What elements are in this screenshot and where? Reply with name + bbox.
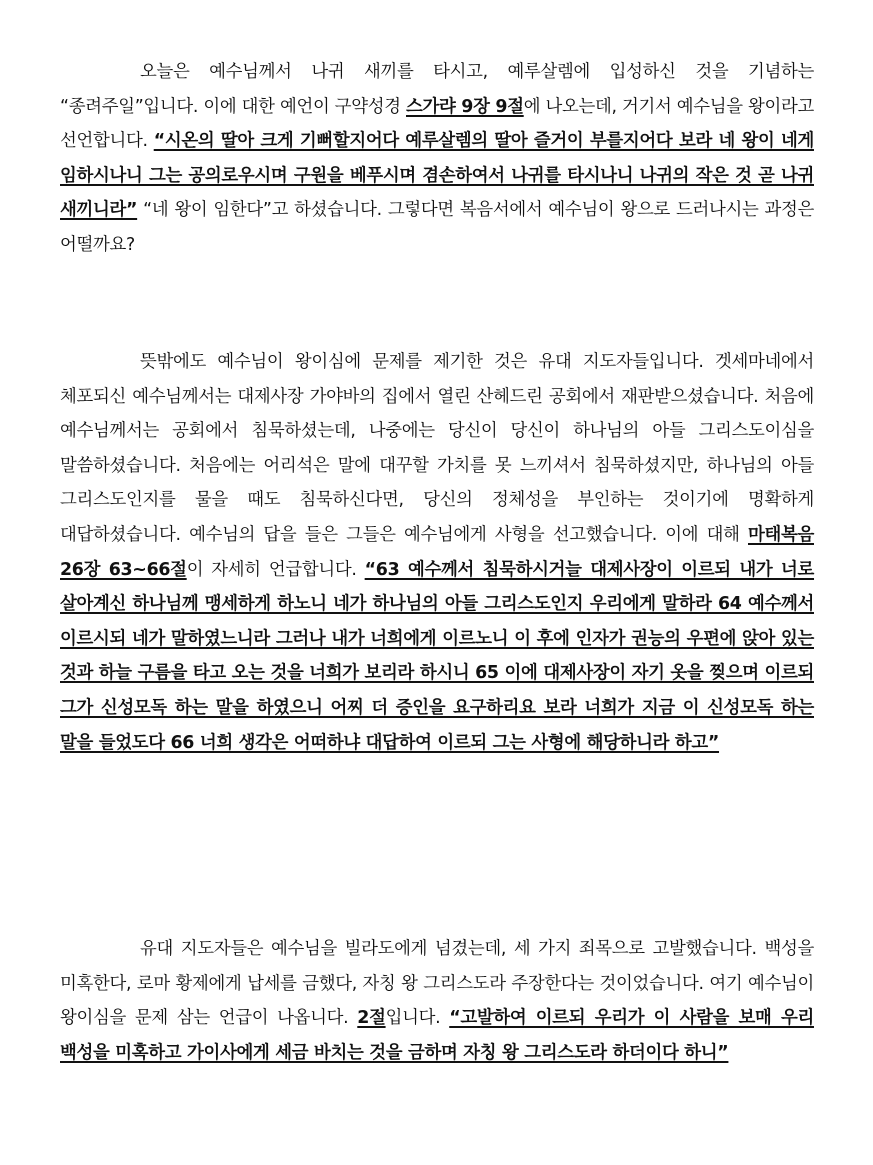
paragraph-sanhedrin-trial [60, 345, 814, 760]
scripture-reference: 2절 [357, 1008, 386, 1029]
scripture-quote: “고발하여 이르되 우리가 이 사람을 보매 우리 백성을 미혹하고 가이사에게 세금 바치는 것을 금하며 자칭 왕 그리스도라 하더이다 하니” [60, 1008, 814, 1063]
paragraph-palm-sunday [60, 55, 814, 263]
scripture-quote: “시온의 딸아 크게 기뻐할지어다 예루살렘의 딸아 즐거이 부를지어다 보라 네 왕이 네게 임하시나니 그는 공의로우시며 구원을 베푸시며 겸손하여서 나귀를 타시나니 나귀의 작은 것 곧 나귀 새끼니라” [60, 131, 814, 221]
text-run: “네 왕이 임한다”고 하셨습니다. 그렇다면 복음서에서 예수님이 왕으로 드러나시는 과정은 어떨까요? [60, 200, 814, 255]
text-run: 유대 지도자들은 예수님을 빌라도에게 넘겼는데, 세 가지 죄목으로 고발했습니다. 백성을 미혹한다, 로마 황제에게 납세를 금했다, 자칭 왕 그리스도라 주장한다는 것이었습니다. 여기 예수님이 왕이심을 문제 삼는 언급이 나옵니다. [60, 939, 814, 1029]
text-run: 오늘은 예수님께서 나귀 새끼를 타시고, 예루살렘에 입성하신 것을 기념하는 “종려주일”입니다. 이에 대한 예언이 구약성경 [60, 62, 814, 117]
paragraph-pilate-accusation [60, 932, 814, 1070]
scripture-quote: “63 예수께서 침묵하시거늘 대제사장이 이르되 내가 너로 살아계신 하나님께 맹세하게 하노니 네가 하나님의 아들 그리스도인지 우리에게 말하라 64 예수께서 이르시되 네가 말하였느니라 그러나 내가 너희에게 이르노니 이 후에 인자가 권능의 우편에 앉아 있는 것과 하늘 구름을 타고 오는 것을 너희가 보리라 하시니 65 이에 대제사장이 자기 옷을 찢으며 이르되 그가 신성모독 하는 말을 하였으니 어찌 더 증인을 요구하리요 보라 너희가 지금 이 신성모독 하는 말을 들었도다 66 너희 생각은 어떠하냐 대답하여 이르되 그는 사형에 해당하니라 하고” [60, 559, 815, 753]
text-run: 이 자세히 언급합니다. [186, 559, 365, 580]
text-run: 뜻밖에도 예수님이 왕이심에 문제를 제기한 것은 유대 지도자들입니다. 겟세마네에서 체포되신 예수님께서는 대제사장 가야바의 집에서 열린 산헤드린 공회에서 재판받으셨습니다. 처음에 예수님께서는 공회에서 침묵하셨는데, 나중에는 당신이 당신이 하나님의 아들 그리스도이심을 말씀하셨습니다. 처음에는 어리석은 말에 대꾸할 가치를 못 느끼셔서 침묵하셨지만, 하나님의 아들 그리스도인지를 물을 때도 침묵하신다면, 당신의 정체성을 부인하는 것이기에 명확하게 대답하셨습니다. 예수님의 답을 들은 그들은 예수님에게 사형을 선고했습니다. 이에 대해 [60, 352, 814, 545]
text-run: 입니다. [385, 1008, 450, 1029]
scripture-reference: 스가랴 9장 9절 [406, 96, 524, 117]
text-run: 에 나오는데, 거기서 예수님을 왕이라고 선언합니다. [60, 96, 815, 152]
scripture-reference: 마태복음 26장 63~66절 [60, 524, 814, 580]
